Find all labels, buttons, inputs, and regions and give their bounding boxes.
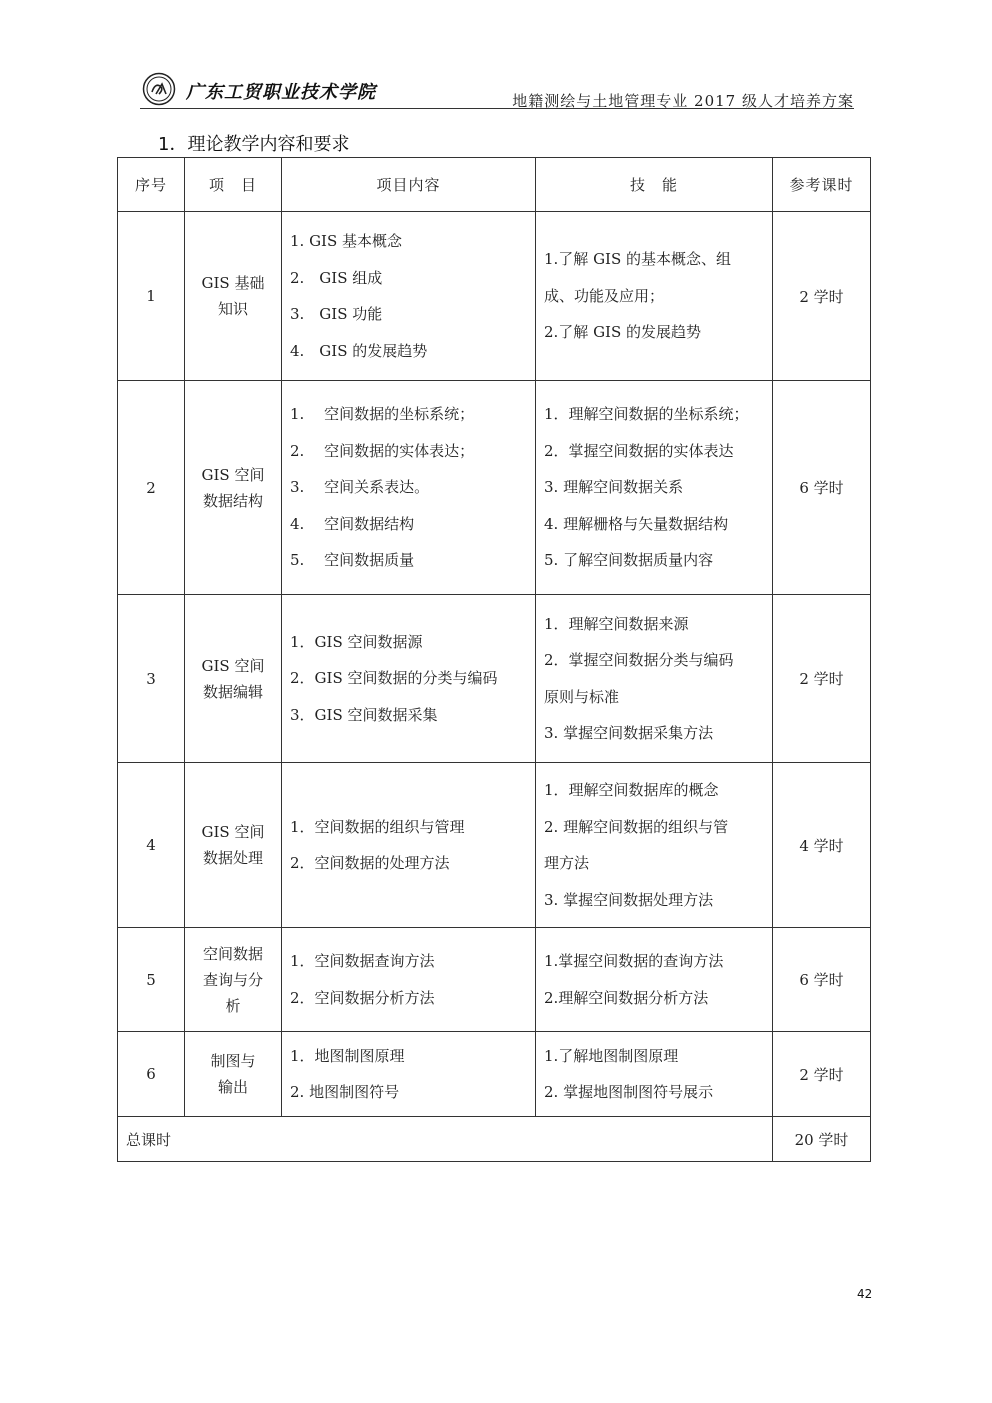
- school-name: 广东工贸职业技术学院: [186, 82, 376, 103]
- school-logo-icon: [142, 72, 176, 106]
- row-number: 2: [118, 381, 185, 595]
- skill-line: 2．掌握空间数据分类与编码: [544, 651, 734, 669]
- topic-line: GIS 空间: [201, 656, 265, 675]
- row-content: [282, 1032, 536, 1117]
- row-topic: [185, 212, 282, 381]
- row-hours: 2 学时: [773, 1032, 871, 1117]
- row-hours: 2 学时: [773, 212, 871, 381]
- topic-line: 查询与分: [202, 970, 263, 989]
- topic-line: 数据结构: [202, 491, 263, 510]
- topic-line: GIS 空间: [201, 823, 265, 841]
- skill-line: 1.了解 GIS 的基本概念、组: [544, 250, 732, 269]
- skill-line: 1．理解空间数据的坐标系统；: [544, 405, 749, 424]
- row-hours: 4 学时: [773, 763, 871, 928]
- row-content: [282, 928, 536, 1032]
- skill-line: 理方法: [544, 854, 590, 872]
- row-hours: 6 学时: [773, 381, 871, 595]
- row-topic: [185, 928, 282, 1032]
- row-hours: 2 学时: [773, 595, 871, 763]
- content-line: 5. 空间数据质量: [290, 551, 415, 570]
- table-row: [118, 595, 871, 763]
- table-row: [118, 763, 871, 928]
- content-line: 1．空间数据的组织与管理: [290, 817, 465, 836]
- table-header-row: [118, 158, 871, 212]
- row-topic: [185, 381, 282, 595]
- header-cell-topic: 项 目: [185, 158, 282, 212]
- document-title: 地籍测绘与土地管理专业 2017 级人才培养方案: [512, 92, 854, 110]
- row-number: 1: [118, 212, 185, 381]
- skill-line: 1．理解空间数据库的概念: [544, 781, 719, 799]
- table-row: [118, 1032, 871, 1117]
- content-line: 2．GIS 空间数据的分类与编码: [290, 669, 498, 688]
- total-hours: 20 学时: [773, 1117, 871, 1162]
- row-content: [282, 381, 536, 595]
- content-line: 2．空间数据的处理方法: [290, 854, 450, 872]
- row-skills: [536, 212, 773, 381]
- total-label: 总课时: [118, 1117, 773, 1162]
- row-number: 5: [118, 928, 185, 1032]
- skill-line: 成、功能及应用；: [544, 286, 665, 305]
- skill-line: 2.理解空间数据分析方法: [544, 988, 709, 1007]
- skill-line: 1．理解空间数据来源: [544, 614, 689, 633]
- skill-line: 2. 掌握地图制图符号展示: [544, 1083, 714, 1101]
- header-cell-content: 项目内容: [282, 158, 536, 212]
- row-number: 3: [118, 595, 185, 763]
- skill-line: 4. 理解栅格与矢量数据结构: [544, 514, 729, 533]
- row-content: [282, 212, 536, 381]
- skill-line: 3. 理解空间数据关系: [544, 478, 684, 497]
- table-row: [118, 928, 871, 1032]
- row-skills: [536, 595, 773, 763]
- row-number: 6: [118, 1032, 185, 1117]
- skill-line: 5. 了解空间数据质量内容: [544, 551, 714, 570]
- page-number: 42: [857, 1287, 873, 1301]
- row-number: 4: [118, 763, 185, 928]
- row-topic: [185, 595, 282, 763]
- page-header: [140, 70, 854, 110]
- content-line: 1．GIS 空间数据源: [290, 632, 423, 651]
- skill-line: 1.了解地图制图原理: [544, 1046, 679, 1065]
- topic-line: 析: [225, 996, 241, 1015]
- topic-line: 制图与: [210, 1052, 256, 1070]
- header-cell-skills: 技 能: [536, 158, 773, 212]
- table-row: [118, 381, 871, 595]
- skill-line: 3. 掌握空间数据采集方法: [544, 724, 714, 742]
- content-line: 3. 空间关系表达。: [290, 478, 430, 497]
- row-skills: [536, 928, 773, 1032]
- content-line: 1. 空间数据的坐标系统；: [290, 405, 475, 424]
- row-content: [282, 595, 536, 763]
- content-line: 4. GIS 的发展趋势: [290, 341, 428, 360]
- content-line: 4. 空间数据结构: [290, 514, 415, 533]
- content-line: 1．地图制图原理: [290, 1046, 405, 1065]
- total-row: [118, 1117, 871, 1162]
- skill-line: 3. 掌握空间数据处理方法: [544, 890, 714, 909]
- row-topic: [185, 1032, 282, 1117]
- row-skills: [536, 381, 773, 595]
- content-line: 2. 地图制图符号: [290, 1083, 400, 1101]
- topic-line: GIS 空间: [201, 465, 265, 484]
- content-line: 2．空间数据分析方法: [290, 988, 435, 1007]
- topic-line: 知识: [217, 300, 248, 318]
- content-line: 2. 空间数据的实体表达；: [290, 441, 475, 460]
- row-skills: [536, 763, 773, 928]
- skill-line: 1.掌握空间数据的查询方法: [544, 952, 724, 970]
- curriculum-table: [117, 157, 871, 1162]
- skill-line: 原则与标准: [544, 687, 620, 706]
- content-line: 3．GIS 空间数据采集: [290, 705, 438, 724]
- row-topic: [185, 763, 282, 928]
- skill-line: 2. 理解空间数据的组织与管: [544, 817, 729, 836]
- topic-line: GIS 基础: [201, 274, 265, 292]
- row-skills: [536, 1032, 773, 1117]
- header-cell-no: 序号: [118, 158, 185, 212]
- topic-line: 数据编辑: [202, 682, 263, 701]
- skill-line: 2．掌握空间数据的实体表达: [544, 441, 734, 460]
- row-hours: 6 学时: [773, 928, 871, 1032]
- topic-line: 空间数据: [202, 944, 263, 963]
- content-line: 3. GIS 功能: [290, 305, 383, 323]
- content-line: 2. GIS 组成: [290, 268, 383, 287]
- skill-line: 2.了解 GIS 的发展趋势: [544, 323, 702, 342]
- topic-line: 输出: [217, 1078, 248, 1096]
- header-divider: [140, 108, 854, 109]
- content-line: 1．空间数据查询方法: [290, 952, 435, 970]
- table-row: [118, 212, 871, 381]
- header-cell-hours: 参考课时: [773, 158, 871, 212]
- content-line: 1. GIS 基本概念: [290, 232, 403, 250]
- section-heading: 1．理论教学内容和要求: [158, 134, 350, 155]
- topic-line: 数据处理: [202, 849, 263, 867]
- row-content: [282, 763, 536, 928]
